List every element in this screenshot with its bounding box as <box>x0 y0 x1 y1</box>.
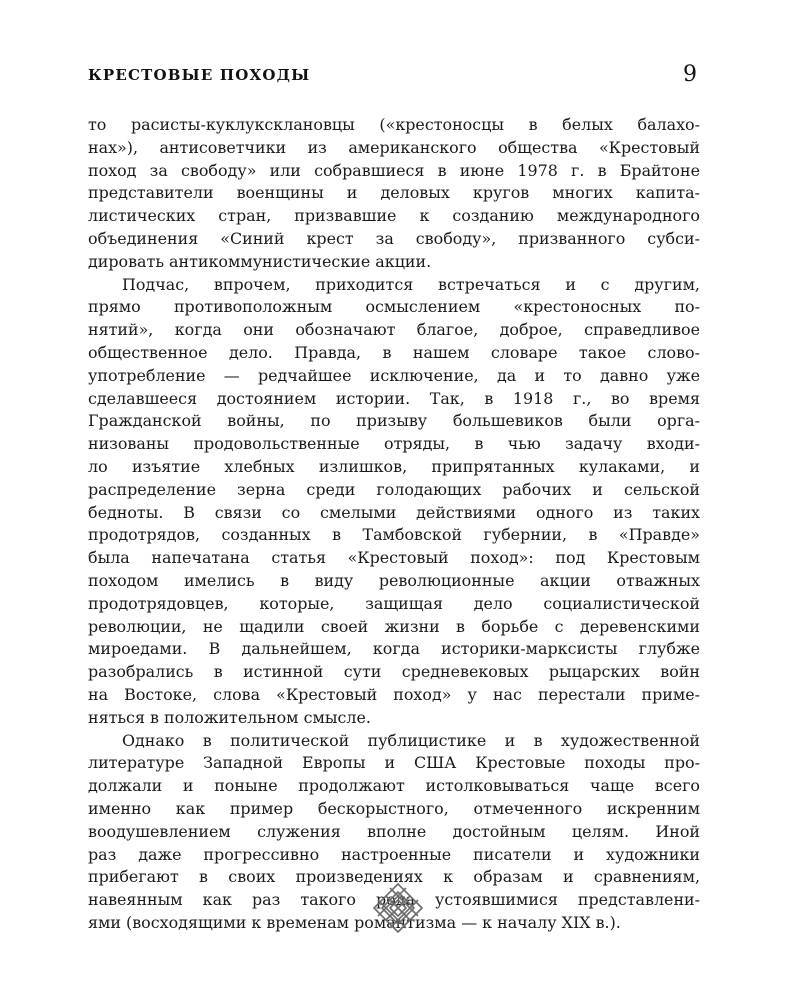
text-line: объединения «Синий крест за свободу», призванного субси- <box>88 228 700 248</box>
text-line: распределение зерна среди голодающих рабочих и сельской <box>88 479 700 499</box>
text-line: раз даже прогрессивно настроенные писатели и художники <box>88 844 700 864</box>
text-line: ями (восходящими к временам романтизма — к началу XIX в.). <box>88 912 621 932</box>
text-line: продотрядов, созданных в Тамбовской губернии, в «Правде» <box>88 525 700 545</box>
text-line: ло изъятие хлебных излишков, припрятанных кулаками, и <box>88 456 700 476</box>
text-line: низованы продовольственные отряды, в чью задачу входи- <box>88 434 700 454</box>
text-line: представители военщины и деловых кругов многих капитa- <box>88 183 700 203</box>
text-line: Однако в политической публицистике и в художественной <box>122 730 700 750</box>
knot-ornament-icon <box>370 880 426 936</box>
body-text <box>88 114 700 935</box>
text-line: была напечатана статья «Крестовый поход»: под Крестовым <box>88 548 700 568</box>
text-line: на Востоке, слова «Крестовый поход» у нас перестали приме- <box>88 684 700 704</box>
text-line: бедноты. В связи со смелыми действиями одного из таких <box>88 502 700 522</box>
text-line: разобрались в истинной сути средневековых рыцарских войн <box>88 662 700 682</box>
text-line: общественное дело. Правда, в нашем словаре такое слово- <box>88 342 700 362</box>
text-line: прибегают в своих произведениях к образам и сравнениям, <box>88 867 700 887</box>
text-line: воодушевлением служения вполне достойным целям. Иной <box>88 821 700 841</box>
text-line: сделавшееся достоянием истории. Так, в 1918 г., во время <box>88 388 700 408</box>
text-line: то расисты-куклуксклановцы («крестоносцы в белых балахо- <box>88 115 700 134</box>
text-line: поход за свободу» или собравшиеся в июне 1978 г. в Брайтоне <box>88 160 700 180</box>
running-head: КРЕСТОВЫЕ ПОХОДЫ <box>88 66 311 84</box>
text-line: Подчас, впрочем, приходится встречаться и с другим, <box>122 274 700 294</box>
text-line: листических стран, призвавшие к созданию международного <box>88 206 700 226</box>
text-line: походом имелись в виду революционные акции отважных <box>88 570 700 590</box>
text-line: прямо противоположным осмыслением «крестоносных по- <box>88 297 700 317</box>
text-line: няться в положительном смысле. <box>88 707 371 727</box>
text-line: нах»), антисоветчики из американского общества «Крестовый <box>88 137 700 157</box>
text-line: продотрядовцев, которые, защищая дело социалистической <box>88 593 700 613</box>
text-line: нятий», когда они обозначают благое, доброе, справедливое <box>88 320 700 340</box>
text-line: употребление — редчайшее исключение, да и то давно уже <box>88 365 700 385</box>
text-line: дировать антикоммунистические акции. <box>88 251 432 271</box>
text-line: мироедами. В дальнейшем, когда историки-марксисты глубже <box>88 639 700 659</box>
text-line: именно как пример бескорыстного, отмеченного искренним <box>88 798 700 818</box>
text-line: Гражданской войны, по призыву большевиков были орга- <box>88 411 700 431</box>
text-line: навеянным как раз такого рода устоявшимися представлени- <box>88 890 700 910</box>
page-number: 9 <box>683 62 697 87</box>
text-line: должали и поныне продолжают истолковываться чаще всего <box>88 776 700 796</box>
text-line: литературе Западной Европы и США Крестовые походы про- <box>88 753 700 773</box>
text-line: революции, не щадили своей жизни в борьбе с деревенскими <box>88 616 700 636</box>
